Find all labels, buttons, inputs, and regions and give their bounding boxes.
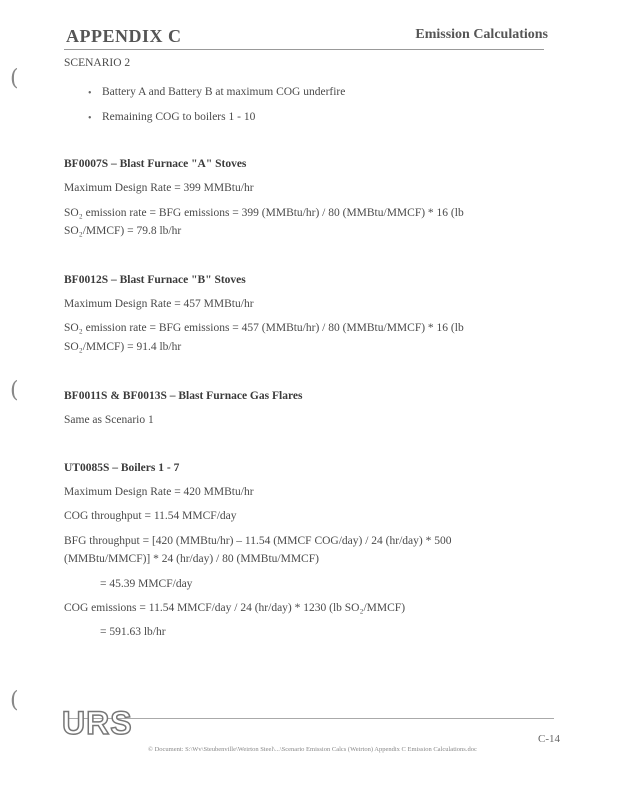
bf0007s-calc-line2: SO₂/MMCF) = 79.8 lb/hr: [64, 225, 182, 237]
bf0012s-calc-line2: SO₂/MMCF) = 91.4 lb/hr: [64, 341, 182, 353]
boilers-heading: UT0085S – Boilers 1 - 7: [64, 462, 180, 474]
bullet-icon: •: [88, 88, 92, 99]
scenario-bullet-1: Battery A and Battery B at maximum COG underfire: [102, 86, 346, 98]
scan-mark-bottom: (: [10, 688, 19, 713]
bullet-icon: •: [88, 113, 92, 124]
bf0007s-rate: Maximum Design Rate = 399 MMBtu/hr: [64, 182, 254, 194]
boilers-cog-throughput: COG throughput = 11.54 MMCF/day: [64, 510, 237, 522]
scan-mark-middle: (: [10, 378, 19, 403]
bf0012s-heading: BF0012S – Blast Furnace "B" Stoves: [64, 274, 246, 286]
urs-logo: URS: [62, 705, 133, 741]
bf0012s-rate: Maximum Design Rate = 457 MMBtu/hr: [64, 298, 254, 310]
appendix-label: APPENDIX C: [66, 26, 182, 46]
bf0007s-heading: BF0007S – Blast Furnace "A" Stoves: [64, 158, 247, 170]
page-number: C-14: [538, 733, 560, 745]
flares-text: Same as Scenario 1: [64, 414, 154, 426]
boilers-cog-emissions-result: = 591.63 lb/hr: [100, 626, 166, 638]
boilers-bfg-line1: BFG throughput = [420 (MMBtu/hr) – 11.54 (MMCF COG/day) / 24 (hr/day) * 500: [64, 535, 452, 547]
scenario-bullet-2: Remaining COG to boilers 1 - 10: [102, 111, 256, 123]
page-header-title: Emission Calculations: [415, 27, 548, 42]
document-path: © Document: S:\Wv\Steubenville\Weirton Steel\...\Scenario Emission Calcs (Weirton) Appendix C Emission Calculations.doc: [148, 746, 477, 753]
scenario-heading: SCENARIO 2: [64, 57, 131, 69]
footer-divider: [64, 718, 554, 719]
header-divider: [64, 49, 544, 50]
boilers-bfg-result: = 45.39 MMCF/day: [100, 578, 193, 590]
boilers-cog-emissions: COG emissions = 11.54 MMCF/day / 24 (hr/day) * 1230 (lb SO₂/MMCF): [64, 602, 406, 614]
bf0012s-calc-line1: SO₂ emission rate = BFG emissions = 457 (MMBtu/hr) / 80 (MMBtu/MMCF) * 16 (lb: [64, 322, 464, 334]
scan-mark-top: (: [10, 66, 19, 91]
bf0007s-calc-line1: SO₂ emission rate = BFG emissions = 399 (MMBtu/hr) / 80 (MMBtu/MMCF) * 16 (lb: [64, 207, 464, 219]
boilers-bfg-line2: (MMBtu/MMCF)] * 24 (hr/day) / 80 (MMBtu/MMCF): [64, 553, 319, 565]
flares-heading: BF0011S & BF0013S – Blast Furnace Gas Flares: [64, 390, 303, 402]
boilers-rate: Maximum Design Rate = 420 MMBtu/hr: [64, 486, 254, 498]
